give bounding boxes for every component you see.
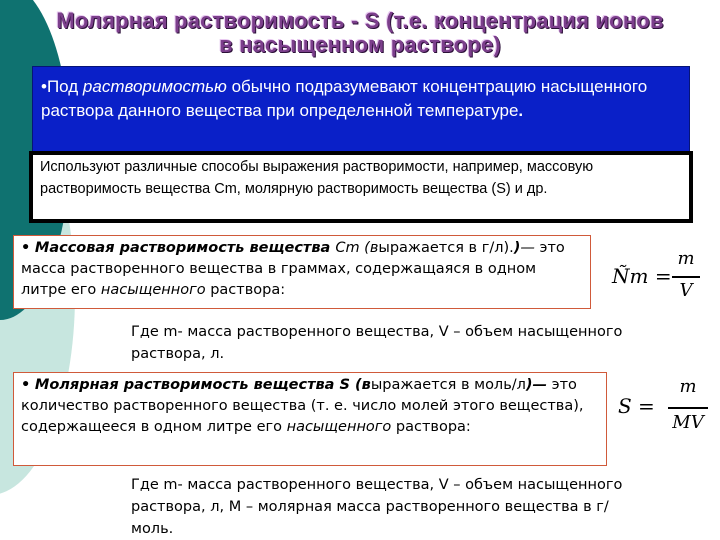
formula-denominator: V xyxy=(679,280,693,301)
title-line-1: Молярная растворимость - S (т.е. концентрация ионов xyxy=(56,8,664,33)
methods-text: Используют различные способы выражения растворимости, например, массовую растворимость вещества Cm, молярную растворимость вещества (S) и др. xyxy=(40,159,594,197)
molar-solubility-formula xyxy=(612,374,712,444)
formula-lhs: S = xyxy=(618,394,655,418)
mass-solubility-formula xyxy=(612,246,706,310)
mass-solubility-emph: насыщенного xyxy=(100,282,206,298)
molar-where-text: Где m- масса растворенного вещества, V – объем насыщенного раствора, л, М – молярная масса растворенного вещества в г/моль. xyxy=(131,477,623,537)
definition-prefix: Под xyxy=(46,77,83,96)
definition-term: растворимостью xyxy=(82,77,227,96)
mass-where-text: Где m- масса растворенного вещества, V – объем насыщенного раствора, л. xyxy=(131,324,623,362)
fraction-bar xyxy=(672,276,700,278)
molar-solubility-emph: насыщенного xyxy=(286,419,392,435)
mass-solubility-box xyxy=(13,235,591,309)
mass-solubility-unit: ыражается в г/л). xyxy=(378,240,514,256)
title-line-2: в насыщенном растворе) xyxy=(219,32,501,57)
fraction-bar xyxy=(668,407,708,409)
mass-solubility-dash: — xyxy=(520,240,540,256)
formula-numerator: m xyxy=(677,248,695,269)
molar-solubility-close: )— xyxy=(525,377,548,393)
molar-solubility-term: Молярная растворимость вещества S (в xyxy=(34,377,371,393)
molar-solubility-text1: это количество растворенного вещества (т. е. число молей этого вещества), содержащееся в одном литре его xyxy=(21,377,584,435)
mass-solubility-text1: это масса растворенного вещества в граммах, содержащаяся в одном литре его xyxy=(21,240,565,298)
molar-solubility-text2: раствора: xyxy=(391,419,471,435)
definition-text: обычно подразумевают концентрацию насыщенного раствора данного вещества при определенной температуре xyxy=(41,77,648,120)
slide-title xyxy=(10,9,710,57)
molar-solubility-unit: ыражается в моль/л xyxy=(370,377,526,393)
formula-denominator: MV xyxy=(672,412,704,433)
mass-solubility-symbol: Cm xyxy=(335,240,360,256)
methods-box xyxy=(29,151,693,223)
bullet: • xyxy=(41,77,47,96)
bullet: • xyxy=(21,240,31,256)
bullet: • xyxy=(21,377,31,393)
mass-solubility-close: ) xyxy=(513,240,521,256)
molar-solubility-box xyxy=(13,372,607,466)
mass-solubility-term: Массовая растворимость вещества xyxy=(34,240,336,256)
mass-solubility-text2: раствора: xyxy=(205,282,286,298)
mass-solubility-paren: (в xyxy=(359,240,379,256)
definition-end: . xyxy=(518,101,524,120)
formula-numerator: m xyxy=(679,376,697,397)
formula-lhs: Ñm = xyxy=(612,264,672,288)
